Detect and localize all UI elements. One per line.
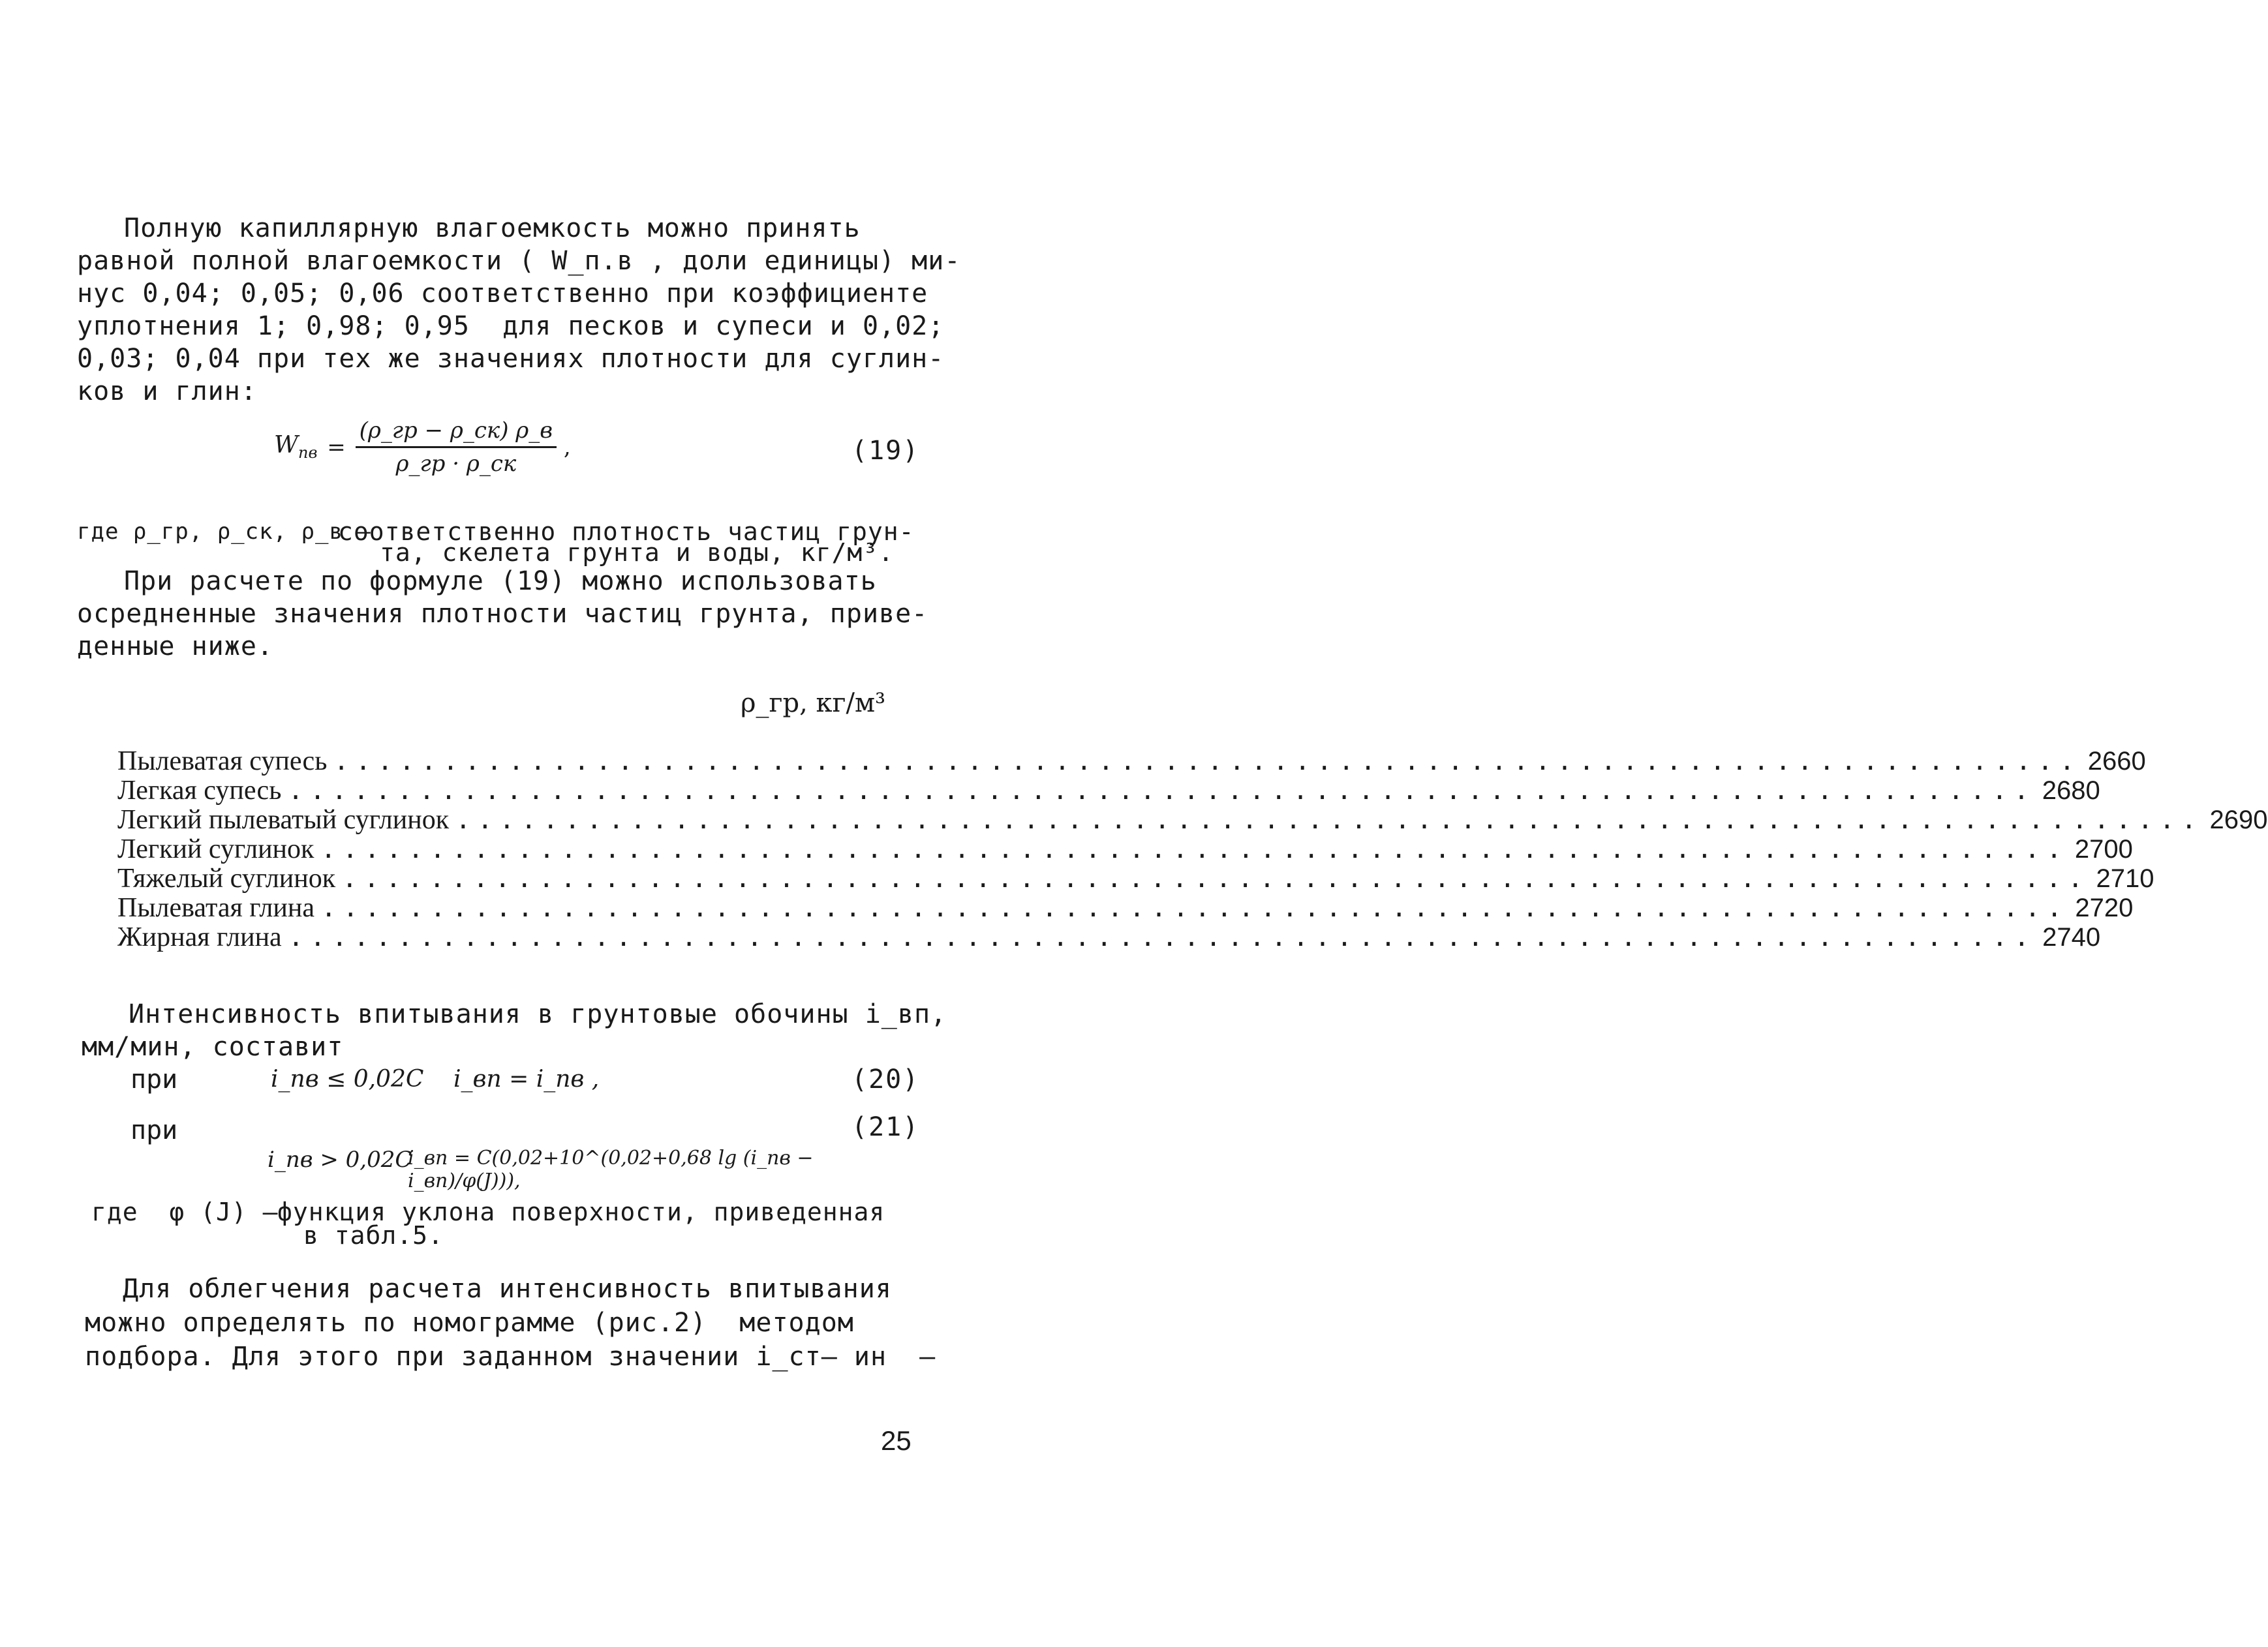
text-line: подбора. Для этого при заданном значении i_ст– ин – <box>85 1342 936 1372</box>
density-value: 2720 <box>2075 894 2134 922</box>
dot-leader: ................................................................................ <box>342 864 2090 894</box>
text-line: равной полной влагоемкости ( W_п.в , доли единицы) ми- <box>77 246 961 276</box>
where-prefix: где ρ_гр, ρ_ск, ρ_в – <box>77 519 371 545</box>
paragraph-infiltration <box>82 998 947 1063</box>
text-line: При расчете по формуле (19) можно использовать <box>124 566 877 596</box>
formula-condition: i_пв ≤ 0,02C <box>271 1066 424 1093</box>
formula-condition: i_пв > 0,02C <box>268 1147 412 1173</box>
paragraph-density-note <box>77 565 928 663</box>
table-row <box>117 776 2100 806</box>
equals-sign: = <box>327 434 346 461</box>
density-value: 2700 <box>2074 835 2133 864</box>
soil-type-name: Легкий пылеватый суглинок <box>117 805 450 835</box>
where-prefix: где φ (J) – <box>91 1198 279 1226</box>
dot-leader: ................................................................................ <box>320 835 2068 864</box>
soil-type-name: Пылеватая глина <box>117 893 314 923</box>
formula-result: i_вп = C(0,02+10^(0,02+0,68 lg (i_пв − i_вп)/φ(J))), <box>408 1147 814 1192</box>
text-line: та, скелета грунта и воды, кг/м³. <box>380 538 894 567</box>
text-line: осредненные значения плотности частиц грунта, приве- <box>77 599 928 629</box>
text-line: Полную капиллярную влагоемкость можно принять <box>124 213 861 243</box>
text-line: Для облегчения расчета интенсивность впитывания <box>123 1274 892 1304</box>
text-line: денные ниже. <box>77 631 273 661</box>
text-line: соответственно плотность частиц грун- <box>338 517 915 546</box>
formula-comma: , <box>563 434 571 461</box>
text-line: функция уклона поверхности, приведенная <box>277 1198 885 1226</box>
denominator: ρ_гр · ρ_ск <box>395 451 517 477</box>
text-line: Интенсивность впитывания в грунтовые обочины i_вп, <box>129 999 947 1029</box>
text-line: уплотнения 1; 0,98; 0,95 для песков и супеси и 0,02; <box>77 311 945 341</box>
dot-leader: ................................................................................ <box>333 747 2081 776</box>
table-row <box>117 922 2101 952</box>
dot-leader: ................................................................................ <box>288 923 2036 952</box>
table-row <box>117 864 2154 894</box>
formula-19 <box>274 417 571 477</box>
paragraph-nomogram <box>85 1272 936 1374</box>
formula-label: при <box>130 1115 178 1145</box>
density-value: 2740 <box>2042 923 2101 952</box>
numerator: (ρ_гр − ρ_ск) ρ_в <box>356 417 557 448</box>
soil-type-name: Легкая супесь <box>117 776 282 806</box>
formula-label: при <box>130 1065 178 1095</box>
soil-type-name: Легкий суглинок <box>117 834 314 864</box>
density-value: 2690 <box>2209 806 2268 834</box>
equation-number-20: (20) <box>851 1065 920 1095</box>
dot-leader: ................................................................................ <box>455 806 2203 835</box>
text-line: мм/мин, составит <box>82 1032 344 1062</box>
density-value: 2680 <box>2042 776 2100 805</box>
page-number: 25 <box>881 1425 912 1456</box>
text-line: ков и глин: <box>77 376 257 406</box>
density-value: 2710 <box>2096 864 2154 893</box>
text-line: можно определять по номограмме (рис.2) методом <box>85 1308 854 1338</box>
table-row <box>117 893 2134 923</box>
density-value: 2660 <box>2087 747 2146 776</box>
dot-leader: ................................................................................ <box>288 776 2036 806</box>
table-unit-header: ρ_гр, кг/м³ <box>741 688 886 718</box>
fraction <box>356 417 557 477</box>
soil-type-name: Пылеватая супесь <box>117 746 328 776</box>
equation-number-19: (19) <box>851 436 920 466</box>
table-row <box>117 805 2268 835</box>
table-row <box>117 746 2146 776</box>
equation-number-21: (21) <box>851 1112 920 1142</box>
paragraph-capillary-capacity <box>77 212 960 408</box>
text-line: нус 0,04; 0,05; 0,06 соответственно при коэффициенте <box>77 279 928 309</box>
formula-result: i_вп = i_пв , <box>453 1066 600 1093</box>
soil-type-name: Жирная глина <box>117 922 282 952</box>
text-line: 0,03; 0,04 при тех же значениях плотности для суглин- <box>77 344 945 374</box>
soil-type-name: Тяжелый суглинок <box>117 864 336 894</box>
soil-density-table <box>117 746 2268 952</box>
dot-leader: ................................................................................ <box>320 894 2069 923</box>
formula-lhs: $W_{пв}$ <box>274 432 318 462</box>
table-row <box>117 834 2133 864</box>
text-line: в табл.5. <box>303 1221 444 1250</box>
